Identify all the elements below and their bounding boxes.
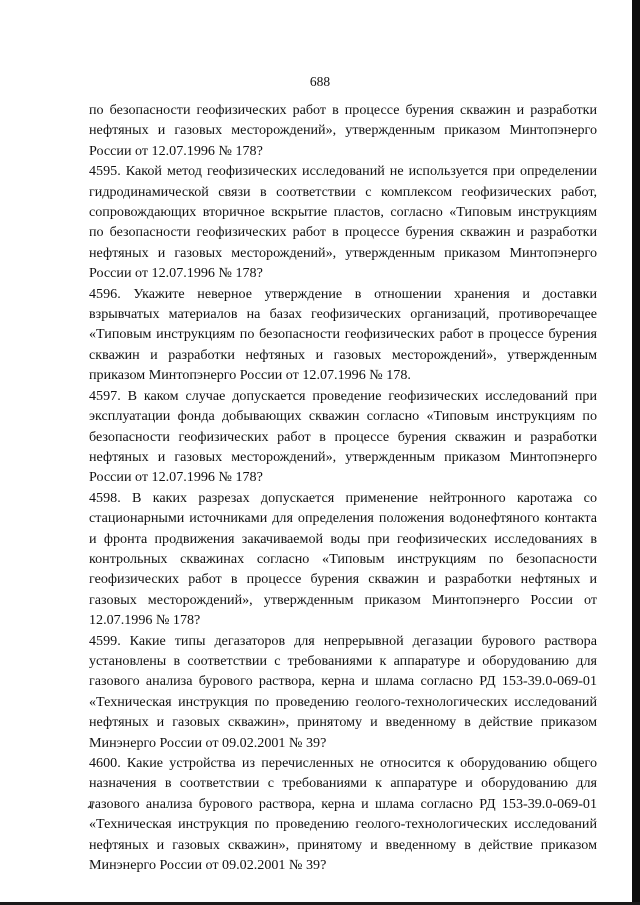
question-4597: 4597. В каком случае допускается проведение геофизических исследований при эксплуатации фонда добывающих скважин согласно «Типовым инструкциям по безопасности геофизических работ в процессе бурения скважин и разработки нефтяных и газовых месторождений», утвержденным приказом Минтопэнерго России от 12.07.1996 № 178? xyxy=(89,387,597,486)
question-4598: 4598. В каких разрезах допускается применение нейтронного каротажа со стационарными источниками для определения положения водонефтяного контакта и фронта продвижения закачиваемой воды при геофизических исследованиях в контрольных скважинах согласно «Типовым инструкциям по безопасности геофизических работ в процессе бурения скважин и разработки нефтяных и газовых месторождений», утвержденным приказом Минтопэнерго России от 12.07.1996 № 178? xyxy=(89,489,597,629)
page-number: 688 xyxy=(309,74,331,89)
question-4600: 4600. Какие устройства из перечисленных не относится к оборудованию общего назначения в соответствии с требованиями к аппаратуре и оборудованию для газового анализа бурового раствора, керна и шлама согласно РД 153-39.0-069-01 «Техническая инструкция по проведению геолого-технологических исследований нефтяных и газовых скважин», принятому и введенному в действие приказом Минэнерго России от 09.02.2001 № 39? xyxy=(89,755,597,874)
question-4596: 4596. Укажите неверное утверждение в отношении хранения и доставки взрывчатых материалов на базах геофизических организаций, противоречащее «Типовым инструкциям по безопасности геофизических работ в процессе бурения скважин и разработки нефтяных и газовых месторождений», утвержденным приказом Минтопэнерго России от 12.07.1996 № 178. xyxy=(89,285,597,384)
paragraph-continuation: по безопасности геофизических работ в процессе бурения скважин и разработки нефтяных и газовых месторождений», утвержденным приказом Минтопэнерго России от 12.07.1996 № 178? xyxy=(89,102,597,159)
scan-edge-right xyxy=(632,0,640,905)
document-body xyxy=(89,100,597,875)
pen-mark xyxy=(86,799,100,811)
question-4599: 4599. Какие типы дегазаторов для непрерывной дегазации бурового раствора установлены в соответствии с требованиями к аппаратуре и оборудованию для газового анализа бурового раствора, керна и шлама согласно РД 153-39.0-069-01 «Техническая инструкция по проведению геолого-технологических исследований нефтяных и газовых скважин», принятому и введенному в действие приказом Минэнерго России от 09.02.2001 № 39? xyxy=(89,632,597,751)
question-4595: 4595. Какой метод геофизических исследований не используется при определении гидродинамической связи в соответствии с комплексом геофизических работ, сопровождающих вторичное вскрытие пластов, согласно «Типовым инструкциям по безопасности геофизических работ в процессе бурения скважин и разработки нефтяных и газовых месторождений», утвержденным приказом Минтопэнерго России от 12.07.1996 № 178? xyxy=(89,163,597,282)
